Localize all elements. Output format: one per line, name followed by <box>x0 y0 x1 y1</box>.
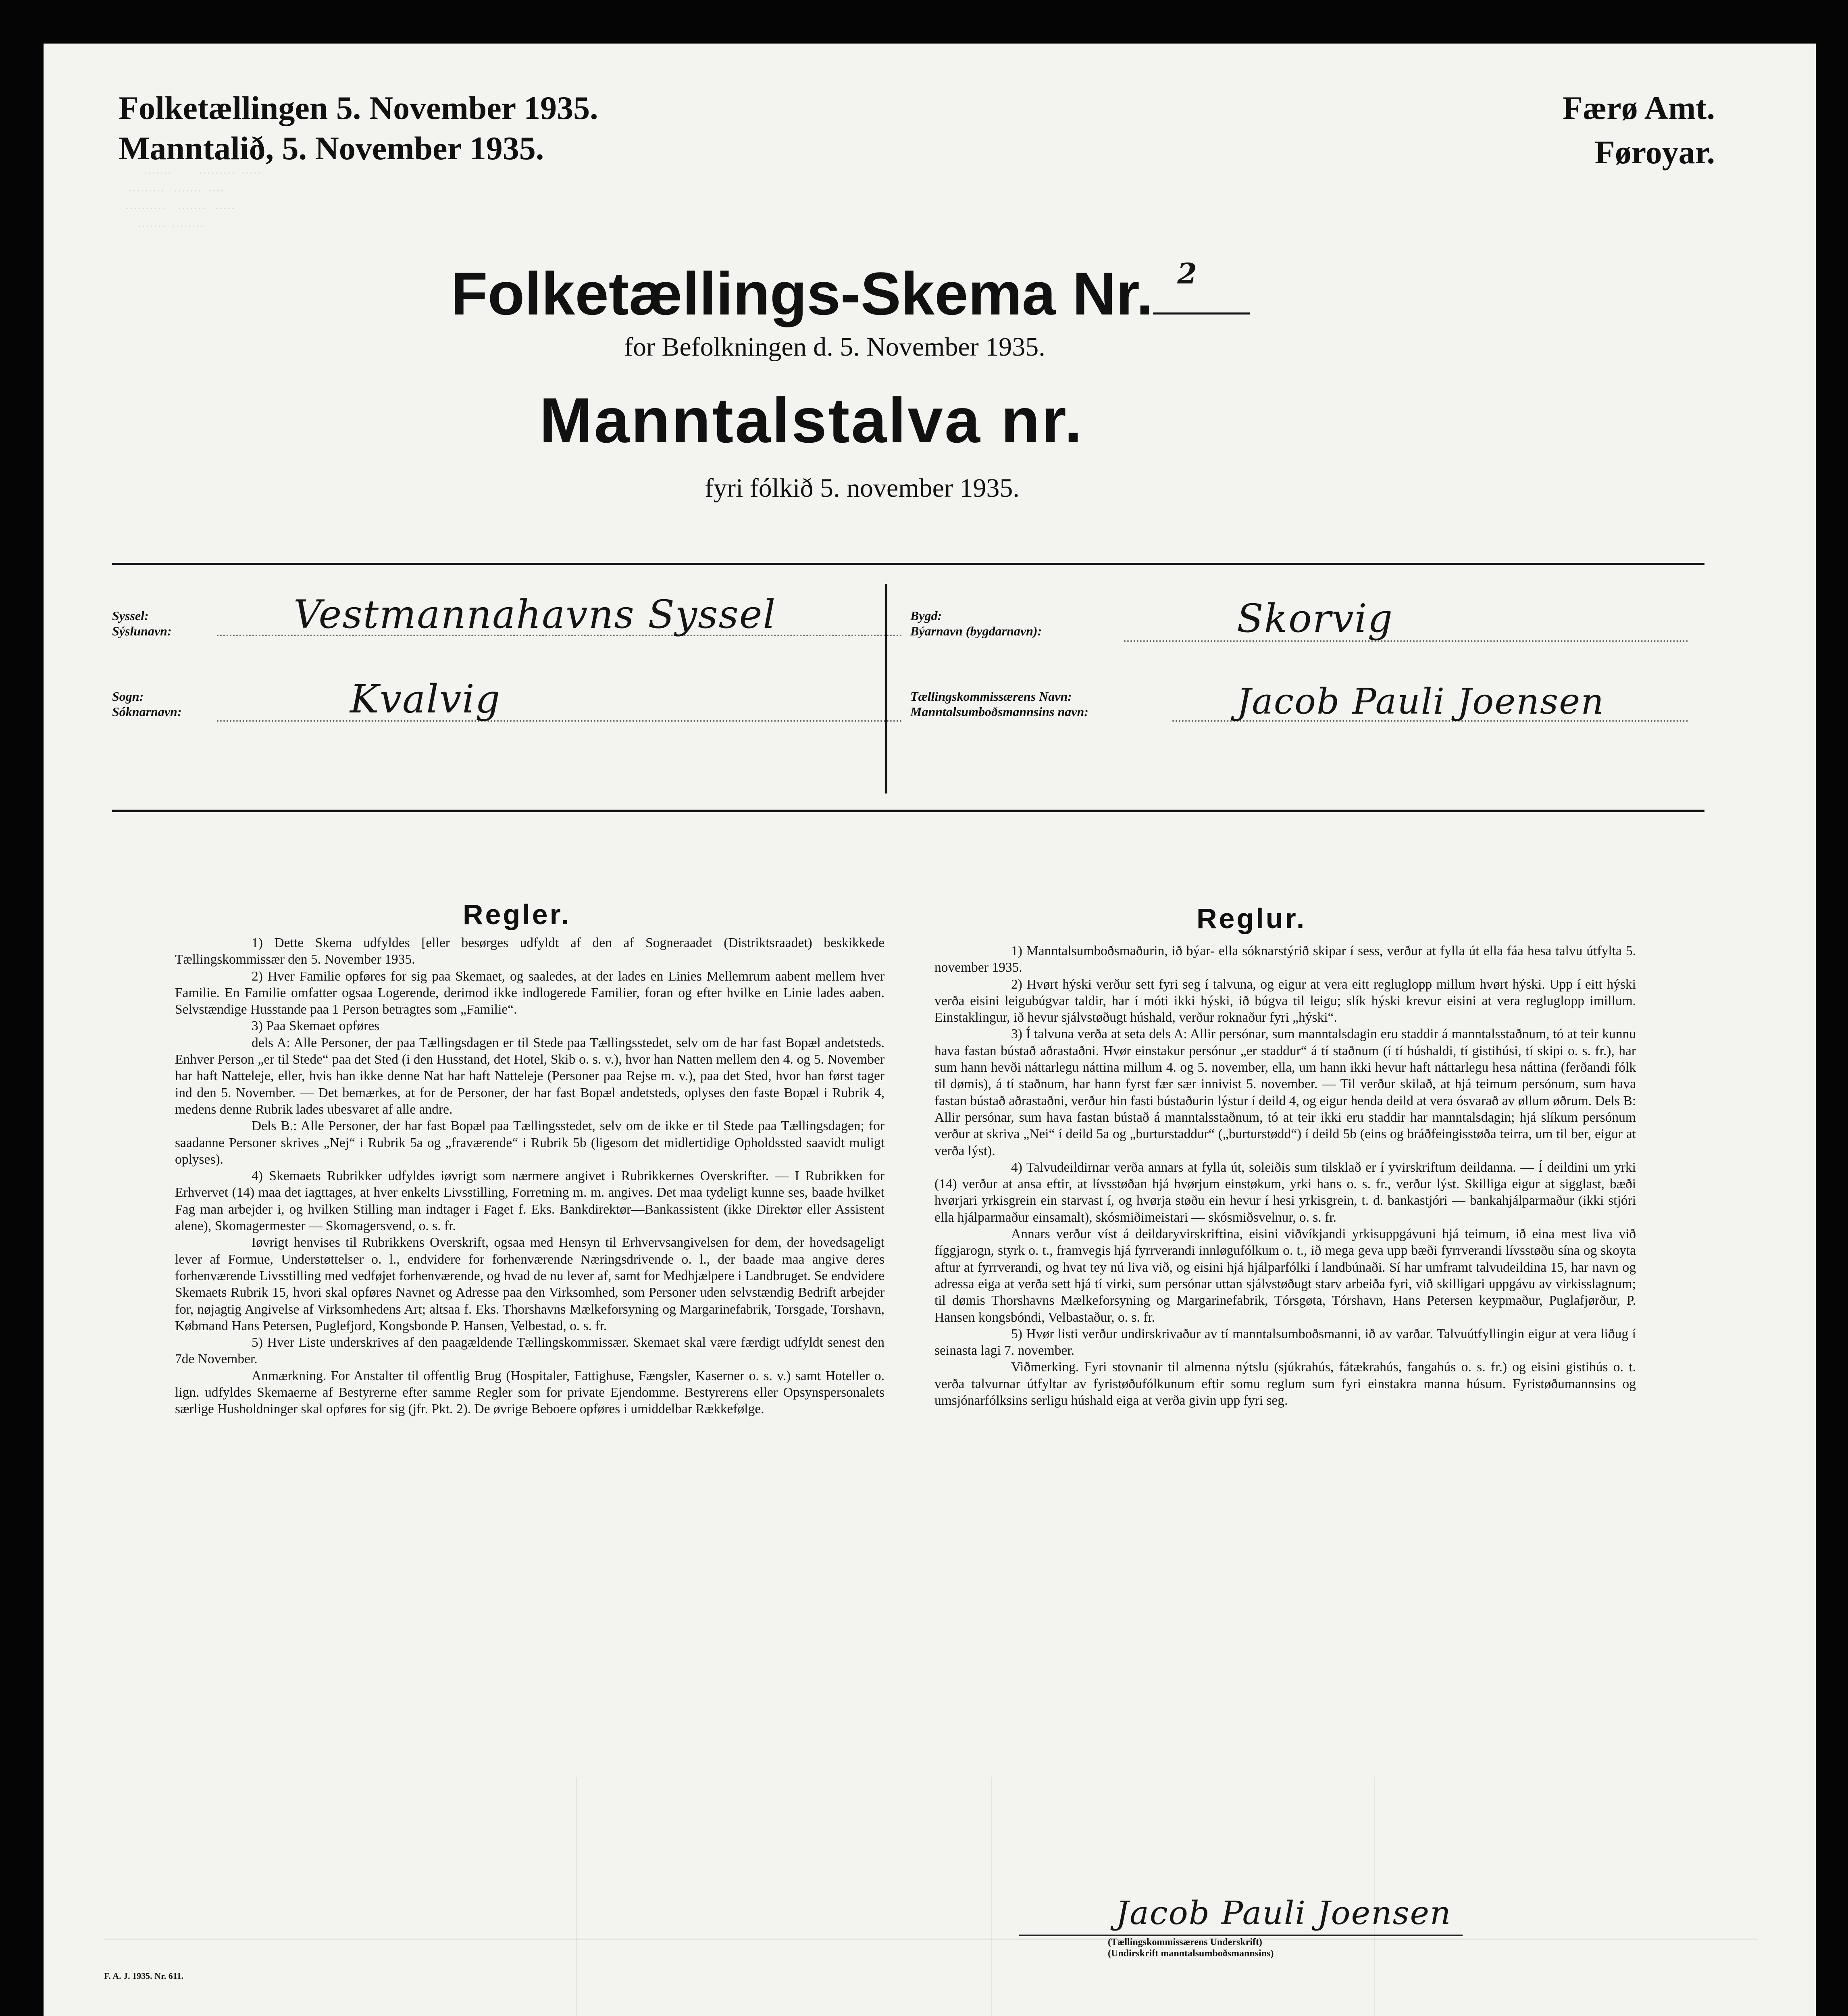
print-code: F. A. J. 1935. Nr. 611. <box>104 1971 184 1981</box>
bleed-through-text: ······· ········· ····· ········· ······· ···· ·········· ······· ····· ······· ········ <box>125 167 261 233</box>
syssel-label-da: Syssel: <box>112 608 149 623</box>
sogn-label-da: Sogn: <box>112 689 144 704</box>
form-title-text: Folketællings-Skema Nr. <box>451 260 1153 327</box>
sogn-label <box>112 689 182 719</box>
kommissaer-value: Jacob Pauli Joensen <box>1237 681 1605 722</box>
bygd-label <box>910 608 1042 639</box>
bleed-through-gridline <box>104 1939 1757 1940</box>
rules-column-fo <box>934 943 1636 1409</box>
signature-line <box>1019 1935 1463 1936</box>
rule-2-da: 2) Hver Familie opføres for sig paa Skemaet, og saaledes, at der lades en Linies Mellemrum aabent mellem hver Familie. En Familie omfatter ogsaa Logerende, derimod ikke indlogerede Familier, foran og efter hvilke en Linie lades aaben. Selvstændige Husstande paa 1 Person betragtes som „Familie“. <box>175 968 884 1017</box>
rules-title-da: Regler. <box>463 899 571 930</box>
kommissaer-label-fo: Manntalsumboðsmannsins navn: <box>910 704 1088 719</box>
kommissaer-label <box>910 689 1088 719</box>
rules-column-da <box>175 935 884 1418</box>
rule-note-fo: Viðmerking. Fyri stovnanir til almenna nýtslu (sjúkrahús, fátækrahús, fangahús o. s. fr.) og eisini gistihús o. t. verða talvurnar útfyltar av fyristøðufólkunum eftir somu reglum sum fyri einstakra manna húsum. Fyristøðumannsins og umsjónarfólksins serligu húshald eiga at verða givin upp fyri seg. <box>934 1360 1636 1408</box>
rule-3-fo: 3) Í talvuna verða at seta dels A: Allir persónar, sum manntalsdagin eru staddir á manntalsstaðnum, tó at teir kunnu hava fastan bústað aðrastaðni. Hvør einstakur persónur „er staddur“ á tí staðnum (í tí húshaldi, tí gistihúsi, tí skipi o. s. fr.), har sum hann hevði náttarlegu náttina millum 4. og 5. november, ella, um hann ikki hevur haft náttarlegu hesa náttina (ferðandi fólk til dømis), á tí staðnum, har hann fyrst fær sær innivist 5. november. — Til verður skilað, at hjá teimum persónum, sum hava fastan bústað aðrastaðni, verður hin fasti bústaðurin lýstur í deild 4, og eigur henda deild at vera ósvarað av øllum øðrum. Dels B: Allir persónar, sum hava fastan bústað á manntalsstaðnum, tó at teir ikki eru staddir har manntalsdagin; hjá slíkum persónum verður at skriva „Nei“ í deild 5a og „burturstaddur“ („burturstødd“) í deild 5b (eins og bráðfeingisstøða teirra, um til ber, eigur at verða lýst). <box>934 1027 1636 1158</box>
bygd-label-da: Bygd: <box>910 608 942 623</box>
rules-title-fo: Reglur. <box>1197 903 1307 934</box>
rule-3-da: 3) Paa Skemaet opføres <box>252 1018 380 1034</box>
rule-3a-da: dels A: Alle Personer, der paa Tællingsdagen er til Stede paa Tællingsstedet, selv om de har fast Bopæl andetsteds. Enhver Person „er til Stede“ paa det Sted (i den Husstand, det Hotel, Skib o. s. v.), hvor han Natten mellem den 4. og 5. November har haft Natteleje, eller, hvis han ikke denne Nat har haft Natteleje (Personer paa Rejse m. v.), paa det Sted, hvor han først tager ind den 5. November. — Det bemærkes, at for de Personer, der har fast Bopæl andetsteds, oplyses den faste Bopæl i Rubrik 4, medens denne Rubrik lades ubesvaret af alle andre. <box>175 1035 884 1117</box>
rule-4b-da: Iøvrigt henvises til Rubrikkens Overskrift, ogsaa med Hensyn til Erhvervsangivelsen for dem, der hovedsageligt lever af Formue, Understøttelser o. l., endvidere for forhenværende Næringsdrivende o. l., der baade maa angive deres forhenværende Livsstilling med vedføjet forhenværende, og hvad de nu lever af, samt for Medhjælpere i Landbruget. Se endvidere Skemaets Rubrik 15, hvori skal opføres Navnet og Adresse paa den Virksomhed, som Personer uden selvstændig Bedrift arbejder for, nøjagtig Angivelse af Virksomhedens Art; altsaa f. Eks. Thorshavns Mælkeforsyning og Margarinefabrik, Torsgade, Torshavn, Købmand Hans Petersen, Puglefjord, Kongsbonde P. Hansen, Velbestad, o. s. fr. <box>175 1235 884 1333</box>
fields-vertical-divider <box>885 584 887 793</box>
form-title <box>451 257 1250 330</box>
form-number-handwritten: 2 <box>1177 257 1198 290</box>
syssel-value: Vestmannahavns Syssel <box>293 592 776 637</box>
rule-note-da: Anmærkning. For Anstalter til offentlig Brug (Hospitaler, Fattighuse, Fængsler, Kaserner o. s. v.) samt Hoteller o. lign. udfyldes Skemaerne af Bestyrerne efter samme Regler som for private Ejendomme. Bestyrerens eller Opsynspersonalets særlige Husholdninger skal opføres for sig (jfr. Pkt. 2). De øvrige Beboere opføres i umiddelbar Rækkefølge. <box>175 1368 884 1417</box>
rule-5-fo: 5) Hvør listi verður undirskrivaður av tí manntalsumboðsmanni, ið av varðar. Talvuútfyllingin eigur at vera liðug í seinasta lagi 7. november. <box>934 1326 1636 1358</box>
rule-1-da: 1) Dette Skema udfyldes [eller besørges udfyldt af den af Sogneraadet (Distriktsraadet) beskikkede Tællingskommissær den 5. November 1935. <box>175 935 884 967</box>
rule-4-fo: 4) Talvudeildirnar verða annars at fylla út, soleiðis sum tilsklað er í yvirskriftum deildanna. — Í deildini um yrki (14) verður at ansa eftir, at lívsstøðan hjá hvørjum einstøkum, yrki hans o. s. fr., verður lýst. Skilliga eigur at sigglast, bæði hvørjari yrkisgrein ein starvast í, og hvørja støðu ein hevur í hesi yrkisgrein, t. d. bankastjóri — bankahjálparmaður (ikki stjóri ella hjálparmaður einsamalt), skósmiðimeistari — skósmiðsvelnur, o. s. fr. <box>934 1160 1636 1225</box>
form-subtitle-da: for Befolkningen d. 5. November 1935. <box>624 332 1045 362</box>
sogn-field-line <box>217 720 902 722</box>
form-title-fo: Manntalstalva nr. <box>539 385 1084 456</box>
header-census-line-fo: Manntalið, 5. November 1935. <box>119 130 544 167</box>
census-form-sheet <box>44 44 1816 2016</box>
syssel-label <box>112 608 172 639</box>
header-county-fo: Føroyar. <box>1594 134 1715 171</box>
bygd-label-fo: Býarnavn (bygdarnavn): <box>910 624 1042 638</box>
rule-1-fo: 1) Manntalsumboðsmaðurin, ið býar- ella sóknarstýrið skipar í sess, verður at fylla út ella fáa hesa talvu útfylta 5. november 1935. <box>934 943 1636 975</box>
header-census-line-da: Folketællingen 5. November 1935. <box>119 90 598 126</box>
header-county-da: Færø Amt. <box>1562 90 1715 126</box>
syssel-label-fo: Sýslunavn: <box>112 624 172 638</box>
form-subtitle-fo: fyri fólkið 5. november 1935. <box>705 473 1020 503</box>
kommissaer-label-da: Tællingskommissærens Navn: <box>910 689 1072 704</box>
form-number-underline <box>1153 257 1250 314</box>
signature-handwritten: Jacob Pauli Joensen <box>1116 1894 1452 1932</box>
rule-4-da: 4) Skemaets Rubrikker udfyldes iøvrigt som nærmere angivet i Rubrikkernes Overskrifter. — I Rubrikken for Erhvervet (14) maa det iagttages, at hver enkelts Livsstilling, Forretning m. m. angives. Det maa tydeligt kunne ses, baade hvilket Fag man arbejder i, og hvilken Stilling man indtager i Faget f. Eks. Bankdirektør—Bankassistent (ikke Direktør eller Assistent alene), Skomagermester — Skomagersvend, o. s. fr. <box>175 1168 884 1234</box>
section-divider-bottom <box>112 810 1704 812</box>
signature-caption-fo: (Undirskrift manntalsumboðsmannsins) <box>1108 1948 1274 1959</box>
sogn-label-fo: Sóknarnavn: <box>112 704 182 719</box>
rule-3b-da: Dels B.: Alle Personer, der har fast Bopæl paa Tællingsstedet, selv om de ikke er til Stede paa Tællingsdagen; for saadanne Personer skrives „Nej“ i Rubrik 5a og „fraværende“ i Rubrik 5b (ligesom det midlertidige Opholdssted saavidt muligt oplyses). <box>175 1118 884 1167</box>
bygd-field-line <box>1124 640 1688 642</box>
signature-caption-da: (Tællingskommissærens Underskrift) <box>1108 1937 1262 1947</box>
bleed-through-gridline <box>576 1777 577 2016</box>
rule-4b-fo: Annars verður víst á deildaryvirskriftina, eisini viðvíkjandi yrkisuppgávuni hjá teimum, ið eina mest liva við fíggjarogn, styrk o. t., framvegis hjá fyrrverandi innløgufólkum o. t., ið mega geva upp bæði fyrrverandi lívsstøðu sína og skoyta aftur at fyrrverandi, og hvat tey nú liva við, og eisini hjá hjálparfólki í landbúnaði. Sí har umframt talvudeildina 15, har navn og adressa eiga at verða sett hjá tí virki, sum persónar uttan sjálvstøðugt starv arbeiða fyri, við skilligari uppgávu av virkisslagnum; til dømis Thorshavns Mælkeforsyning og Margarinefabrik, Tórsgøta, Tórshavn, Hans Petersen keypmaður, Puglafjørður, P. Hansen kongsbóndi, Velbastaður, o. s. fr. <box>934 1227 1636 1325</box>
signature-caption <box>1108 1937 1274 1959</box>
sogn-value: Kvalvig <box>350 677 501 722</box>
rule-5-da: 5) Hver Liste underskrives af den paagældende Tællingskommissær. Skemaet skal være færdigt udfyldt senest den 7de November. <box>175 1335 884 1367</box>
bleed-through-gridline <box>991 1777 992 2016</box>
rule-2-fo: 2) Hvørt hýski verður sett fyri seg í talvuna, og eigur at vera eitt regluglopp millum hvørt hýski. Upp í eitt hýski verða eisini leigubúgvar taldir, har í móti ikki hýski, ið búgva til leigu; slík hýski krevur eisini at vera regluglopp imillum. Einstaklingur, ið hevur sjálvstøðugt húshald, verður roknaður fyri „hýski“. <box>934 977 1636 1025</box>
bygd-value: Skorvig <box>1237 596 1394 641</box>
section-divider-top <box>112 563 1704 565</box>
